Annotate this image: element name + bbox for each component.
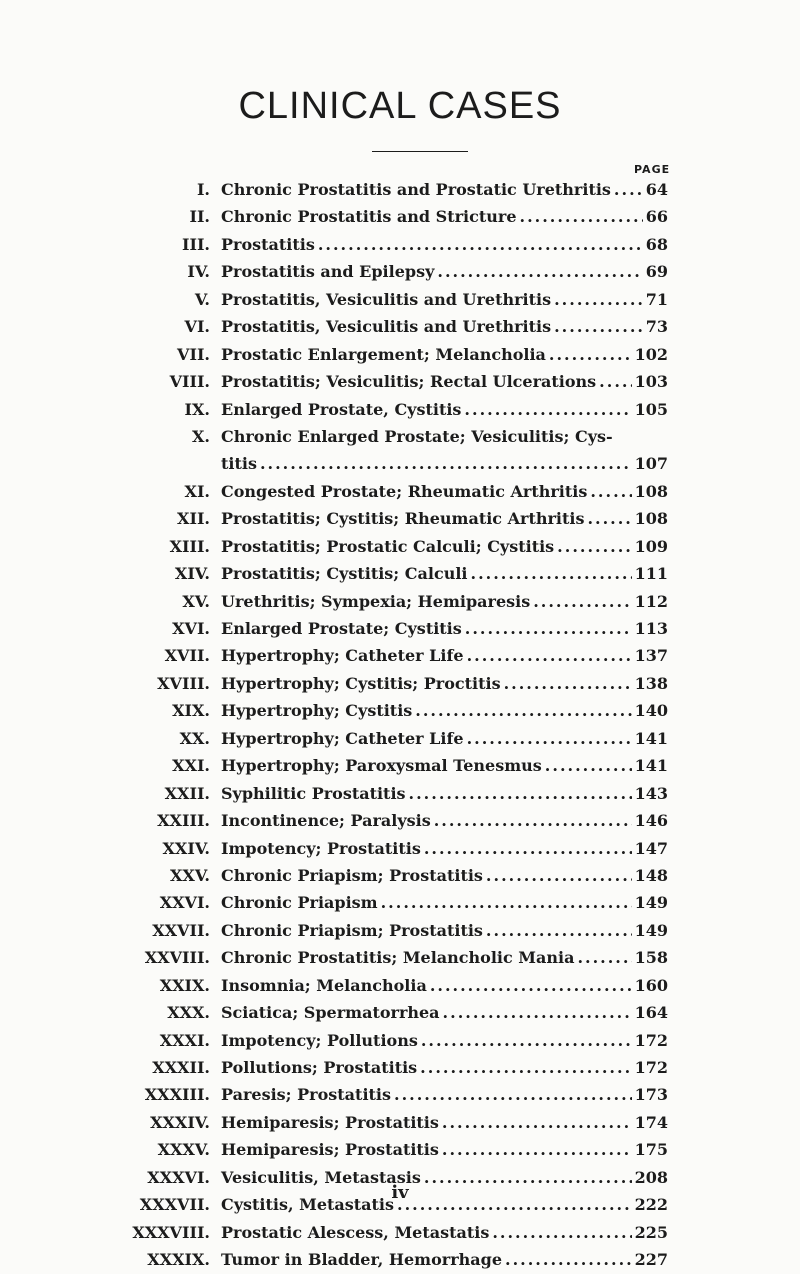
page-column-header: PAGE — [634, 163, 671, 176]
case-title: Incontinence; Paralysis — [221, 811, 431, 831]
page-number: 71 — [645, 289, 668, 309]
case-number: VIII. — [169, 372, 210, 392]
page-number: 149 — [634, 893, 668, 913]
case-title: Prostatitis — [221, 234, 315, 254]
case-title: Hypertrophy; Cystitis; Proctitis — [221, 673, 501, 693]
toc-entry — [0, 1219, 800, 1246]
page-number: 137 — [634, 646, 668, 666]
entry-body — [221, 807, 668, 834]
case-number: XIV. — [174, 564, 210, 584]
case-title: Congested Prostate; Rheumatic Arthritis — [221, 481, 588, 501]
entry-body — [221, 396, 668, 423]
case-title: Chronic Enlarged Prostate; Vesiculitis; Cys- — [221, 426, 613, 446]
toc-entry — [0, 313, 800, 340]
page-number: 66 — [645, 207, 668, 227]
case-title: Hypertrophy; Catheter Life — [221, 728, 464, 748]
toc-entry — [0, 725, 800, 752]
page-number: 208 — [634, 1167, 668, 1187]
page-number: 158 — [634, 948, 668, 968]
dot-leader — [486, 917, 632, 944]
case-number: IV. — [187, 262, 210, 282]
dot-leader — [590, 478, 631, 505]
case-number: XX. — [179, 728, 210, 748]
dot-leader — [492, 1219, 631, 1246]
page-number: 227 — [634, 1250, 668, 1270]
case-number: XXII. — [164, 783, 210, 803]
toc-entry — [0, 944, 800, 971]
toc-entry — [0, 1054, 800, 1081]
case-title: Hypertrophy; Cystitis — [221, 701, 413, 721]
entry-body — [221, 1109, 668, 1136]
case-title: Prostatitis; Cystitis; Rheumatic Arthritis — [221, 509, 585, 529]
toc-entry — [0, 1136, 800, 1163]
case-number: XII. — [177, 509, 210, 529]
case-title: Chronic Prostatitis; Melancholic Mania — [221, 948, 575, 968]
dot-leader — [533, 588, 631, 615]
case-number: X. — [192, 426, 210, 446]
case-number: VII. — [177, 344, 210, 364]
toc-entry — [0, 697, 800, 724]
case-title: Prostatitis; Vesiculitis; Rectal Ulcerations — [221, 372, 597, 392]
page-number: 141 — [634, 756, 668, 776]
case-number: XXXV. — [157, 1140, 210, 1160]
entry-body — [221, 670, 668, 697]
case-number: XXXII. — [152, 1058, 210, 1077]
entry-body — [221, 1136, 668, 1163]
dot-leader — [545, 752, 632, 779]
page-number: 113 — [634, 619, 668, 638]
page-number: 147 — [634, 838, 668, 858]
page-number: 108 — [634, 509, 668, 529]
dot-leader — [415, 697, 631, 724]
table-of-contents — [0, 176, 800, 1274]
entry-body — [221, 203, 668, 230]
toc-entry — [0, 1246, 800, 1273]
dot-leader — [520, 203, 643, 230]
case-number: XVII. — [164, 646, 210, 666]
dot-leader — [554, 286, 643, 313]
toc-entry — [0, 258, 800, 285]
case-title: Sciatica; Spermatorrhea — [221, 1003, 440, 1023]
case-title: Chronic Prostatitis and Stricture — [221, 207, 517, 227]
case-title: titis — [221, 454, 257, 474]
dot-leader — [614, 176, 643, 203]
entry-body — [221, 176, 668, 203]
page-number: 175 — [634, 1140, 668, 1160]
entry-body — [221, 972, 668, 999]
dot-leader — [505, 1246, 632, 1273]
entry-body — [221, 697, 668, 724]
entry-body — [221, 725, 668, 752]
entry-body — [221, 1054, 668, 1081]
entry-body — [221, 1027, 668, 1054]
case-title: Syphilitic Prostatitis — [221, 783, 406, 803]
toc-entry — [0, 588, 800, 615]
entry-body — [221, 231, 668, 258]
dot-leader — [557, 533, 631, 560]
toc-entry — [0, 972, 800, 999]
dot-leader — [424, 835, 632, 862]
dot-leader — [394, 1081, 632, 1108]
case-title: Chronic Priapism — [221, 893, 378, 913]
case-title: Paresis; Prostatitis — [221, 1085, 391, 1105]
entry-body — [221, 752, 668, 779]
entry-body — [221, 505, 668, 532]
entry-body — [221, 258, 668, 285]
toc-entry — [0, 1027, 800, 1054]
case-title: Hypertrophy; Paroxysmal Tenesmus — [221, 756, 542, 776]
toc-entry — [0, 780, 800, 807]
case-number: V. — [194, 289, 210, 309]
case-title: Prostatitis and Epilepsy — [221, 262, 435, 282]
toc-entry — [0, 560, 800, 587]
case-title: Pollutions; Prostatitis — [221, 1058, 418, 1077]
dot-leader — [443, 999, 632, 1026]
toc-entry — [0, 1081, 800, 1108]
case-number: IX. — [184, 399, 210, 419]
toc-entry — [0, 478, 800, 505]
toc-entry — [0, 642, 800, 669]
case-number: XVIII. — [157, 673, 210, 693]
toc-entry — [0, 231, 800, 258]
dot-leader — [437, 258, 642, 285]
entry-body — [221, 560, 668, 587]
page-number: 107 — [634, 454, 668, 474]
case-title: Tumor in Bladder, Hemorrhage — [221, 1250, 503, 1270]
dot-leader — [599, 368, 631, 395]
toc-entry — [0, 396, 800, 423]
entry-body — [221, 286, 668, 313]
toc-entry — [0, 670, 800, 697]
case-title: Chronic Prostatitis and Prostatic Urethritis — [221, 180, 611, 199]
case-number: XXXIII. — [144, 1085, 210, 1105]
toc-entry — [0, 917, 800, 944]
case-title: Urethritis; Sympexia; Hemiparesis — [221, 591, 531, 611]
case-number: XXIV. — [162, 838, 210, 858]
page-number: 225 — [634, 1222, 668, 1242]
page-number: 64 — [645, 180, 668, 199]
entry-body — [221, 341, 668, 368]
entry-body — [221, 588, 668, 615]
page-number: 140 — [634, 701, 668, 721]
case-number: VI. — [184, 317, 210, 337]
page-title: CLINICAL CASES — [238, 85, 562, 127]
page-number: 164 — [634, 1003, 668, 1023]
entry-body — [221, 889, 668, 916]
toc-entry — [0, 1109, 800, 1136]
case-title: Hemiparesis; Prostatitis — [221, 1112, 439, 1132]
toc-entry — [0, 533, 800, 560]
case-number: XV. — [182, 591, 210, 611]
case-title: Prostatitis; Cystitis; Calculi — [221, 564, 468, 584]
page-number: 172 — [634, 1058, 668, 1077]
case-number: XI. — [184, 481, 210, 501]
case-number: XXXVI. — [147, 1167, 210, 1187]
case-number: XXIII. — [157, 811, 210, 831]
toc-entry — [0, 203, 800, 230]
page-number: 108 — [634, 481, 668, 501]
entry-body — [221, 533, 668, 560]
dot-leader — [420, 1054, 631, 1081]
toc-entry — [0, 176, 800, 203]
case-title: Prostatic Enlargement; Melancholia — [221, 344, 546, 364]
case-number: I. — [196, 180, 210, 199]
case-title: Prostatitis; Prostatic Calculi; Cystitis — [221, 536, 555, 556]
case-number: XXVIII. — [144, 948, 210, 968]
case-title: Insomnia; Melancholia — [221, 975, 427, 995]
entry-body — [221, 615, 668, 642]
toc-entry — [0, 889, 800, 916]
case-title: Cystitis, Metastatis — [221, 1195, 395, 1215]
entry-body — [221, 642, 668, 669]
case-number: XXVI. — [159, 893, 210, 913]
entry-body — [221, 368, 668, 395]
toc-entry — [0, 807, 800, 834]
toc-entry — [0, 835, 800, 862]
case-title: Prostatitis, Vesiculitis and Urethritis — [221, 289, 552, 309]
page-number: 109 — [634, 536, 668, 556]
toc-entry — [0, 862, 800, 889]
toc-entry — [0, 999, 800, 1026]
page-number: 112 — [634, 591, 668, 611]
case-title: Chronic Priapism; Prostatitis — [221, 865, 483, 885]
case-number: XXXIX. — [147, 1250, 210, 1270]
case-number: XXXI. — [159, 1030, 210, 1050]
dot-leader — [504, 670, 632, 697]
entry-body — [221, 835, 668, 862]
entry-body — [221, 917, 668, 944]
case-title: Prostatic Alescess, Metastatis — [221, 1222, 490, 1242]
page-number: 141 — [634, 728, 668, 748]
case-title: Enlarged Prostate, Cystitis — [221, 399, 462, 419]
case-title: Enlarged Prostate; Cystitis — [221, 619, 462, 638]
dot-leader — [409, 780, 632, 807]
case-title: Impotency; Pollutions — [221, 1030, 418, 1050]
case-number: XXI. — [172, 756, 210, 776]
case-number: XXXIV. — [150, 1112, 210, 1132]
entry-body — [221, 450, 668, 477]
page-number: 173 — [634, 1085, 668, 1105]
page-number: 138 — [634, 673, 668, 693]
dot-leader — [318, 231, 643, 258]
dot-leader — [549, 341, 632, 368]
page-number: 73 — [645, 317, 668, 337]
page-number: 148 — [634, 865, 668, 885]
case-number: XIX. — [172, 701, 210, 721]
toc-entry — [0, 341, 800, 368]
toc-entry — [0, 423, 800, 450]
entry-body — [221, 1219, 668, 1246]
toc-entry-continuation — [0, 450, 800, 477]
dot-leader — [471, 560, 632, 587]
page-number: 143 — [634, 783, 668, 803]
case-number: XVI. — [172, 619, 210, 638]
case-title: Prostatitis, Vesiculitis and Urethritis — [221, 317, 552, 337]
case-title: Vesiculitis, Metastasis — [221, 1167, 421, 1187]
dot-leader — [381, 889, 632, 916]
page-number: 149 — [634, 920, 668, 940]
entry-body — [221, 780, 668, 807]
case-number: XXXVIII. — [132, 1222, 210, 1242]
entry-body — [221, 1246, 668, 1273]
page-number: 172 — [634, 1030, 668, 1050]
case-number: XXVII. — [152, 920, 210, 940]
page-number: 103 — [634, 372, 668, 392]
toc-entry — [0, 368, 800, 395]
dot-leader — [577, 944, 631, 971]
entry-body — [221, 862, 668, 889]
toc-entry — [0, 505, 800, 532]
page-number: 111 — [634, 564, 668, 584]
entry-body — [221, 1081, 668, 1108]
dot-leader — [486, 862, 632, 889]
case-title: Chronic Priapism; Prostatitis — [221, 920, 483, 940]
dot-leader — [260, 450, 632, 477]
dot-leader — [430, 972, 632, 999]
entry-body — [221, 944, 668, 971]
case-title: Hemiparesis; Prostatitis — [221, 1140, 439, 1160]
page-number: 69 — [645, 262, 668, 282]
dot-leader — [554, 313, 643, 340]
dot-leader — [464, 396, 631, 423]
case-number: XXX. — [167, 1003, 210, 1023]
dot-leader — [467, 725, 632, 752]
dot-leader — [442, 1109, 632, 1136]
toc-entry — [0, 286, 800, 313]
page-folio: iv — [391, 1182, 409, 1203]
page-number: 160 — [634, 975, 668, 995]
page-number: 146 — [634, 811, 668, 831]
case-number: III. — [181, 234, 210, 254]
toc-entry — [0, 615, 800, 642]
case-number: II. — [189, 207, 210, 227]
case-number: XIII. — [169, 536, 210, 556]
entry-body — [221, 313, 668, 340]
toc-entry — [0, 752, 800, 779]
dot-leader — [587, 505, 631, 532]
dot-leader — [421, 1027, 632, 1054]
entry-body — [221, 478, 668, 505]
case-title: Hypertrophy; Catheter Life — [221, 646, 464, 666]
title-rule — [372, 151, 468, 152]
case-number: XXV. — [169, 865, 210, 885]
entry-body — [221, 999, 668, 1026]
dot-leader — [465, 615, 632, 642]
case-title: Impotency; Prostatitis — [221, 838, 421, 858]
case-number: XXXVII. — [139, 1195, 210, 1215]
page-number: 102 — [634, 344, 668, 364]
page-number: 105 — [634, 399, 668, 419]
dot-leader — [434, 807, 632, 834]
entry-body — [221, 423, 668, 450]
page-number: 222 — [634, 1195, 668, 1215]
page-number: 174 — [634, 1112, 668, 1132]
dot-leader — [442, 1136, 632, 1163]
case-number: XXIX. — [159, 975, 210, 995]
dot-leader — [467, 642, 632, 669]
page-number: 68 — [645, 234, 668, 254]
